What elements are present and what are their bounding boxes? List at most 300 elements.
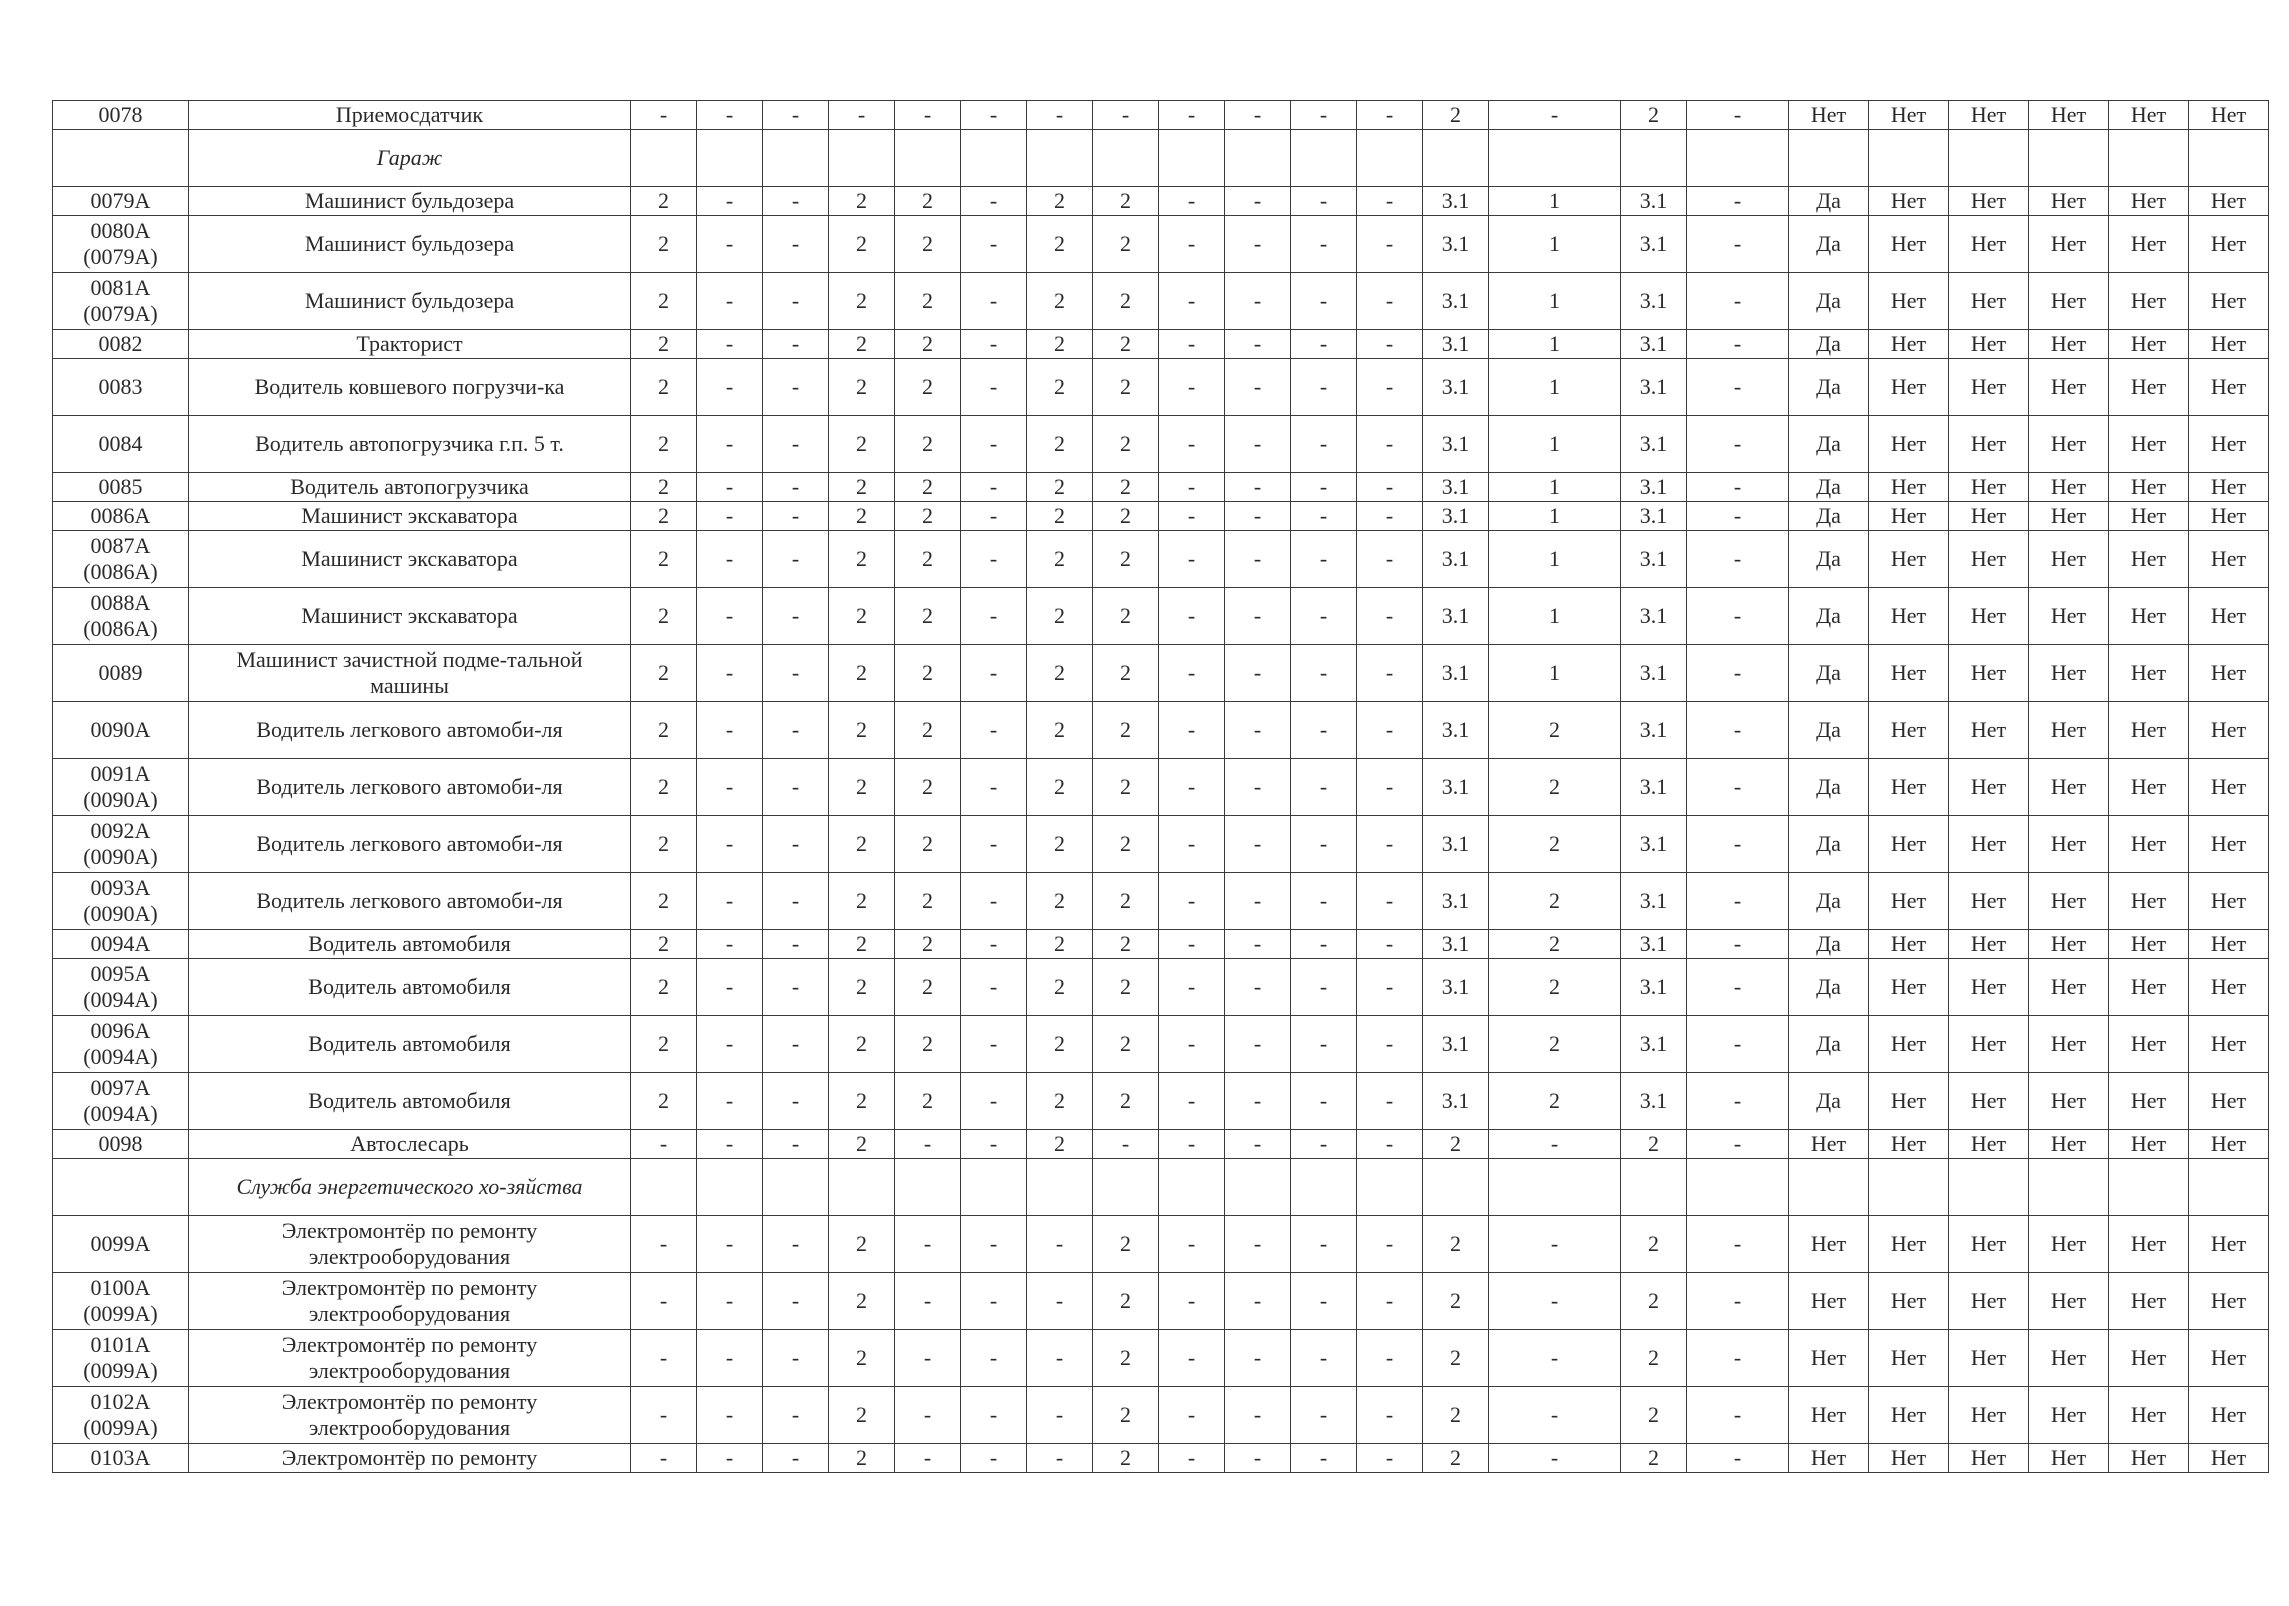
cell-col-22: Нет <box>2029 101 2109 130</box>
cell-col-7 <box>895 130 961 187</box>
cell-col-12: - <box>1225 645 1291 702</box>
cell-col-4: - <box>697 416 763 473</box>
job-title: Машинист бульдозера <box>189 273 631 330</box>
cell-col-12: - <box>1225 1216 1291 1273</box>
cell-col-12: - <box>1225 1130 1291 1159</box>
cell-col-24 <box>2189 1159 2269 1216</box>
cell-col-4: - <box>697 1273 763 1330</box>
cell-col-5: - <box>763 588 829 645</box>
cell-col-4: - <box>697 816 763 873</box>
cell-col-17: 3.1 <box>1621 1016 1687 1073</box>
cell-col-18: - <box>1687 531 1789 588</box>
cell-col-22: Нет <box>2029 1387 2109 1444</box>
table-row <box>53 816 2269 873</box>
cell-col-6 <box>829 1159 895 1216</box>
cell-col-13: - <box>1291 702 1357 759</box>
cell-col-22: Нет <box>2029 273 2109 330</box>
job-title: Машинист экскаватора <box>189 502 631 531</box>
cell-col-4: - <box>697 1130 763 1159</box>
cell-col-8: - <box>961 873 1027 930</box>
cell-col-12: - <box>1225 216 1291 273</box>
cell-col-16: 2 <box>1489 702 1621 759</box>
cell-col-18: - <box>1687 588 1789 645</box>
cell-col-12: - <box>1225 1273 1291 1330</box>
job-title: Электромонтёр по ремонту электрооборудования <box>189 1387 631 1444</box>
cell-col-19: Да <box>1789 959 1869 1016</box>
cell-col-20: Нет <box>1869 1444 1949 1473</box>
cell-col-23: Нет <box>2109 1387 2189 1444</box>
row-code: 0087А (0086А) <box>53 531 189 588</box>
cell-col-19: Да <box>1789 330 1869 359</box>
cell-col-24: Нет <box>2189 702 2269 759</box>
cell-col-18: - <box>1687 873 1789 930</box>
row-code: 0083 <box>53 359 189 416</box>
cell-col-14: - <box>1357 1216 1423 1273</box>
cell-col-15: 3.1 <box>1423 588 1489 645</box>
cell-col-6: 2 <box>829 1216 895 1273</box>
cell-col-23: Нет <box>2109 759 2189 816</box>
cell-col-20: Нет <box>1869 531 1949 588</box>
cell-col-5: - <box>763 1073 829 1130</box>
cell-col-12: - <box>1225 531 1291 588</box>
cell-col-24: Нет <box>2189 416 2269 473</box>
cell-col-23: Нет <box>2109 359 2189 416</box>
cell-col-19: Да <box>1789 187 1869 216</box>
table-row <box>53 702 2269 759</box>
cell-col-22: Нет <box>2029 187 2109 216</box>
cell-col-4: - <box>697 1216 763 1273</box>
cell-col-20: Нет <box>1869 330 1949 359</box>
cell-col-7: 2 <box>895 473 961 502</box>
cell-col-18: - <box>1687 1130 1789 1159</box>
cell-col-24: Нет <box>2189 1073 2269 1130</box>
cell-col-11 <box>1159 130 1225 187</box>
cell-col-12: - <box>1225 1016 1291 1073</box>
cell-col-4: - <box>697 930 763 959</box>
cell-col-16: 2 <box>1489 816 1621 873</box>
cell-col-10: 2 <box>1093 1273 1159 1330</box>
cell-col-7: 2 <box>895 531 961 588</box>
cell-col-9: 2 <box>1027 531 1093 588</box>
cell-col-14: - <box>1357 645 1423 702</box>
table-row <box>53 187 2269 216</box>
cell-col-14: - <box>1357 1444 1423 1473</box>
cell-col-4: - <box>697 702 763 759</box>
cell-col-13 <box>1291 130 1357 187</box>
cell-col-18: - <box>1687 359 1789 416</box>
cell-col-14: - <box>1357 531 1423 588</box>
cell-col-23: Нет <box>2109 330 2189 359</box>
table-row <box>53 502 2269 531</box>
row-code: 0088А (0086А) <box>53 588 189 645</box>
cell-col-3: 2 <box>631 273 697 330</box>
cell-col-11 <box>1159 1159 1225 1216</box>
cell-col-23: Нет <box>2109 588 2189 645</box>
cell-col-8: - <box>961 930 1027 959</box>
cell-col-14: - <box>1357 816 1423 873</box>
row-code: 0090А <box>53 702 189 759</box>
cell-col-15: 3.1 <box>1423 930 1489 959</box>
cell-col-17: 3.1 <box>1621 416 1687 473</box>
cell-col-14: - <box>1357 330 1423 359</box>
table-row <box>53 759 2269 816</box>
cell-col-7: 2 <box>895 873 961 930</box>
cell-col-3: 2 <box>631 702 697 759</box>
cell-col-5: - <box>763 702 829 759</box>
cell-col-7 <box>895 1159 961 1216</box>
cell-col-17: 3.1 <box>1621 473 1687 502</box>
cell-col-13: - <box>1291 930 1357 959</box>
cell-col-17: 2 <box>1621 1216 1687 1273</box>
job-title: Водитель автомобиля <box>189 1016 631 1073</box>
cell-col-18: - <box>1687 101 1789 130</box>
cell-col-10: 2 <box>1093 359 1159 416</box>
cell-col-5: - <box>763 473 829 502</box>
cell-col-16: 1 <box>1489 330 1621 359</box>
cell-col-13: - <box>1291 759 1357 816</box>
cell-col-3: 2 <box>631 759 697 816</box>
cell-col-9: 2 <box>1027 187 1093 216</box>
cell-col-6: 2 <box>829 702 895 759</box>
cell-col-21: Нет <box>1949 816 2029 873</box>
cell-col-13: - <box>1291 1273 1357 1330</box>
cell-col-19: Да <box>1789 816 1869 873</box>
cell-col-19: Нет <box>1789 1273 1869 1330</box>
cell-col-17: 3.1 <box>1621 187 1687 216</box>
cell-col-22: Нет <box>2029 1016 2109 1073</box>
cell-col-12: - <box>1225 359 1291 416</box>
cell-col-5: - <box>763 531 829 588</box>
cell-col-7: 2 <box>895 359 961 416</box>
cell-col-18: - <box>1687 502 1789 531</box>
cell-col-18: - <box>1687 1216 1789 1273</box>
cell-col-9: 2 <box>1027 1073 1093 1130</box>
cell-col-10: 2 <box>1093 216 1159 273</box>
cell-col-19: Да <box>1789 531 1869 588</box>
cell-col-9: 2 <box>1027 273 1093 330</box>
cell-col-18: - <box>1687 930 1789 959</box>
cell-col-4: - <box>697 473 763 502</box>
cell-col-23: Нет <box>2109 216 2189 273</box>
cell-col-13: - <box>1291 216 1357 273</box>
cell-col-10: 2 <box>1093 873 1159 930</box>
cell-col-22 <box>2029 130 2109 187</box>
cell-col-24: Нет <box>2189 359 2269 416</box>
cell-col-23 <box>2109 130 2189 187</box>
cell-col-11: - <box>1159 759 1225 816</box>
cell-col-3: 2 <box>631 416 697 473</box>
cell-col-10: 2 <box>1093 416 1159 473</box>
cell-col-11: - <box>1159 359 1225 416</box>
row-code: 0100А (0099А) <box>53 1273 189 1330</box>
cell-col-21: Нет <box>1949 1387 2029 1444</box>
cell-col-4: - <box>697 1444 763 1473</box>
cell-col-18: - <box>1687 273 1789 330</box>
cell-col-16: 2 <box>1489 759 1621 816</box>
cell-col-20: Нет <box>1869 1387 1949 1444</box>
row-code: 0101А (0099А) <box>53 1330 189 1387</box>
cell-col-15: 2 <box>1423 1330 1489 1387</box>
cell-col-10: 2 <box>1093 1387 1159 1444</box>
cell-col-18: - <box>1687 959 1789 1016</box>
cell-col-9: 2 <box>1027 816 1093 873</box>
cell-col-5: - <box>763 101 829 130</box>
cell-col-16: - <box>1489 1216 1621 1273</box>
cell-col-22: Нет <box>2029 531 2109 588</box>
table-row <box>53 1444 2269 1473</box>
cell-col-12 <box>1225 1159 1291 1216</box>
cell-col-19: Нет <box>1789 1216 1869 1273</box>
cell-col-14: - <box>1357 473 1423 502</box>
cell-col-23: Нет <box>2109 873 2189 930</box>
cell-col-15: 3.1 <box>1423 473 1489 502</box>
cell-col-15: 2 <box>1423 1216 1489 1273</box>
cell-col-10: 2 <box>1093 473 1159 502</box>
cell-col-15: 3.1 <box>1423 1073 1489 1130</box>
cell-col-4: - <box>697 101 763 130</box>
cell-col-15: 2 <box>1423 1130 1489 1159</box>
section-title: Гараж <box>189 130 631 187</box>
cell-col-20: Нет <box>1869 645 1949 702</box>
cell-col-14: - <box>1357 959 1423 1016</box>
cell-col-22: Нет <box>2029 588 2109 645</box>
table-row <box>53 531 2269 588</box>
cell-col-12: - <box>1225 759 1291 816</box>
cell-col-5: - <box>763 1330 829 1387</box>
cell-col-23: Нет <box>2109 816 2189 873</box>
job-title: Водитель легкового автомоби-ля <box>189 873 631 930</box>
cell-col-16: 1 <box>1489 502 1621 531</box>
cell-col-11: - <box>1159 101 1225 130</box>
cell-col-18: - <box>1687 816 1789 873</box>
cell-col-20: Нет <box>1869 1330 1949 1387</box>
row-code: 0089 <box>53 645 189 702</box>
cell-col-20 <box>1869 1159 1949 1216</box>
cell-col-5: - <box>763 502 829 531</box>
job-title: Водитель легкового автомоби-ля <box>189 816 631 873</box>
cell-col-23: Нет <box>2109 273 2189 330</box>
cell-col-24: Нет <box>2189 273 2269 330</box>
table-row <box>53 1330 2269 1387</box>
cell-col-10: 2 <box>1093 187 1159 216</box>
cell-col-8: - <box>961 1073 1027 1130</box>
cell-col-11: - <box>1159 416 1225 473</box>
cell-col-15: 3.1 <box>1423 502 1489 531</box>
cell-col-6: 2 <box>829 502 895 531</box>
cell-col-13: - <box>1291 273 1357 330</box>
cell-col-12: - <box>1225 959 1291 1016</box>
cell-col-9: 2 <box>1027 930 1093 959</box>
cell-col-3: - <box>631 1216 697 1273</box>
cell-col-3: 2 <box>631 502 697 531</box>
cell-col-3: 2 <box>631 930 697 959</box>
cell-col-14: - <box>1357 359 1423 416</box>
cell-col-8: - <box>961 645 1027 702</box>
cell-col-22: Нет <box>2029 473 2109 502</box>
cell-col-12: - <box>1225 273 1291 330</box>
cell-col-21: Нет <box>1949 216 2029 273</box>
cell-col-15: 3.1 <box>1423 273 1489 330</box>
cell-col-14: - <box>1357 873 1423 930</box>
cell-col-8: - <box>961 473 1027 502</box>
row-code: 0102А (0099А) <box>53 1387 189 1444</box>
cell-col-13: - <box>1291 1444 1357 1473</box>
cell-col-3: 2 <box>631 359 697 416</box>
table-row <box>53 416 2269 473</box>
cell-col-7: 2 <box>895 1016 961 1073</box>
job-title: Машинист экскаватора <box>189 531 631 588</box>
cell-col-3: - <box>631 1444 697 1473</box>
cell-col-7: - <box>895 1444 961 1473</box>
row-code: 0093А (0090А) <box>53 873 189 930</box>
cell-col-16: 2 <box>1489 1016 1621 1073</box>
cell-col-23: Нет <box>2109 930 2189 959</box>
cell-col-24: Нет <box>2189 816 2269 873</box>
cell-col-19: Да <box>1789 645 1869 702</box>
cell-col-24: Нет <box>2189 216 2269 273</box>
cell-col-8: - <box>961 101 1027 130</box>
job-title: Приемосдатчик <box>189 101 631 130</box>
cell-col-19: Да <box>1789 216 1869 273</box>
cell-col-11: - <box>1159 930 1225 959</box>
cell-col-9: 2 <box>1027 1016 1093 1073</box>
table-row <box>53 273 2269 330</box>
cell-col-5: - <box>763 330 829 359</box>
cell-col-7: - <box>895 1130 961 1159</box>
cell-col-16: - <box>1489 1130 1621 1159</box>
cell-col-7: 2 <box>895 702 961 759</box>
cell-col-13: - <box>1291 959 1357 1016</box>
cell-col-23: Нет <box>2109 187 2189 216</box>
cell-col-15: 3.1 <box>1423 759 1489 816</box>
cell-col-22: Нет <box>2029 816 2109 873</box>
cell-col-10: 2 <box>1093 531 1159 588</box>
cell-col-17: 3.1 <box>1621 873 1687 930</box>
cell-col-6: 2 <box>829 1016 895 1073</box>
table-row <box>53 1273 2269 1330</box>
cell-col-14: - <box>1357 702 1423 759</box>
cell-col-20: Нет <box>1869 502 1949 531</box>
cell-col-22: Нет <box>2029 1216 2109 1273</box>
cell-col-6: 2 <box>829 187 895 216</box>
cell-col-8: - <box>961 702 1027 759</box>
table-row <box>53 959 2269 1016</box>
cell-col-13: - <box>1291 502 1357 531</box>
job-title: Водитель ковшевого погрузчи-ка <box>189 359 631 416</box>
row-code: 0094А <box>53 930 189 959</box>
job-title: Электромонтёр по ремонту <box>189 1444 631 1473</box>
cell-col-3 <box>631 130 697 187</box>
cell-col-9: - <box>1027 1216 1093 1273</box>
cell-col-5: - <box>763 816 829 873</box>
table-row <box>53 1016 2269 1073</box>
cell-col-18: - <box>1687 1073 1789 1130</box>
table-row <box>53 1216 2269 1273</box>
cell-col-15: 2 <box>1423 101 1489 130</box>
cell-col-6: 2 <box>829 473 895 502</box>
cell-col-14: - <box>1357 187 1423 216</box>
cell-col-20: Нет <box>1869 759 1949 816</box>
cell-col-18: - <box>1687 702 1789 759</box>
cell-col-21: Нет <box>1949 330 2029 359</box>
cell-col-18: - <box>1687 416 1789 473</box>
cell-col-10: 2 <box>1093 759 1159 816</box>
cell-col-4 <box>697 1159 763 1216</box>
cell-col-5 <box>763 130 829 187</box>
cell-col-7: 2 <box>895 502 961 531</box>
cell-col-11: - <box>1159 273 1225 330</box>
cell-col-24: Нет <box>2189 531 2269 588</box>
cell-col-17: 3.1 <box>1621 930 1687 959</box>
cell-col-17 <box>1621 1159 1687 1216</box>
cell-col-18 <box>1687 130 1789 187</box>
cell-col-3: 2 <box>631 216 697 273</box>
cell-col-19: Да <box>1789 502 1869 531</box>
cell-col-11: - <box>1159 187 1225 216</box>
cell-col-5: - <box>763 187 829 216</box>
cell-col-3: 2 <box>631 330 697 359</box>
cell-col-17: 3.1 <box>1621 330 1687 359</box>
cell-col-23: Нет <box>2109 473 2189 502</box>
cell-col-19: Да <box>1789 588 1869 645</box>
cell-col-14 <box>1357 130 1423 187</box>
cell-col-17: 3.1 <box>1621 645 1687 702</box>
job-title: Электромонтёр по ремонту электрооборудования <box>189 1216 631 1273</box>
cell-col-8: - <box>961 588 1027 645</box>
row-code: 0099А <box>53 1216 189 1273</box>
cell-col-20: Нет <box>1869 1016 1949 1073</box>
cell-col-10: 2 <box>1093 645 1159 702</box>
cell-col-11: - <box>1159 816 1225 873</box>
row-code: 0097А (0094А) <box>53 1073 189 1130</box>
cell-col-3: - <box>631 1130 697 1159</box>
cell-col-22: Нет <box>2029 416 2109 473</box>
cell-col-23: Нет <box>2109 645 2189 702</box>
cell-col-5: - <box>763 1130 829 1159</box>
cell-col-16: 1 <box>1489 645 1621 702</box>
job-title: Машинист бульдозера <box>189 187 631 216</box>
cell-col-24: Нет <box>2189 959 2269 1016</box>
cell-col-11: - <box>1159 216 1225 273</box>
cell-col-13: - <box>1291 873 1357 930</box>
cell-col-10: 2 <box>1093 816 1159 873</box>
row-code: 0086А <box>53 502 189 531</box>
table-row <box>53 359 2269 416</box>
cell-col-14: - <box>1357 930 1423 959</box>
cell-col-6: 2 <box>829 759 895 816</box>
cell-col-16: 1 <box>1489 216 1621 273</box>
cell-col-23: Нет <box>2109 959 2189 1016</box>
cell-col-8: - <box>961 759 1027 816</box>
cell-col-8 <box>961 130 1027 187</box>
cell-col-8: - <box>961 1330 1027 1387</box>
cell-col-12: - <box>1225 416 1291 473</box>
cell-col-10 <box>1093 1159 1159 1216</box>
cell-col-13 <box>1291 1159 1357 1216</box>
cell-col-23: Нет <box>2109 416 2189 473</box>
cell-col-20: Нет <box>1869 702 1949 759</box>
cell-col-9: 2 <box>1027 759 1093 816</box>
row-code: 0096А (0094А) <box>53 1016 189 1073</box>
cell-col-16: 1 <box>1489 473 1621 502</box>
cell-col-5: - <box>763 959 829 1016</box>
cell-col-19: Да <box>1789 416 1869 473</box>
cell-col-13: - <box>1291 645 1357 702</box>
cell-col-3: - <box>631 1387 697 1444</box>
cell-col-17: 3.1 <box>1621 531 1687 588</box>
table-row <box>53 930 2269 959</box>
cell-col-10: - <box>1093 101 1159 130</box>
